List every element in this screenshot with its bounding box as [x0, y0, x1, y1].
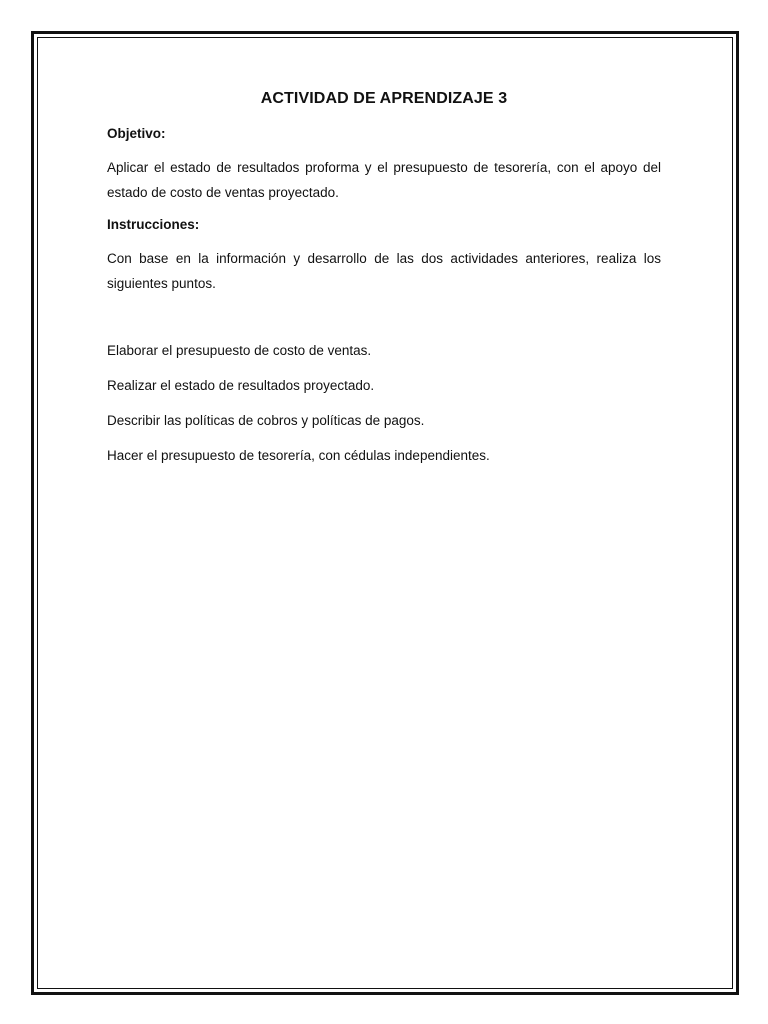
task-list [107, 342, 661, 465]
objective-heading: Objetivo: [107, 126, 166, 141]
task-item: Elaborar el presupuesto de costo de ventas. [107, 343, 372, 358]
task-item: Realizar el estado de resultados proyectado. [107, 378, 375, 393]
instructions-text: Con base en la información y desarrollo de las dos actividades anteriores, realiza los siguientes puntos. [107, 251, 661, 291]
document-content [107, 90, 661, 482]
task-item: Describir las políticas de cobros y políticas de pagos. [107, 413, 425, 428]
objective-text: Aplicar el estado de resultados proforma y el presupuesto de tesorería, con el apoyo del estado de costo de ventas proyectado. [107, 160, 661, 200]
instructions-heading: Instrucciones: [107, 217, 200, 232]
task-item: Hacer el presupuesto de tesorería, con cédulas independientes. [107, 448, 490, 463]
spacer [107, 306, 661, 342]
document-title: ACTIVIDAD DE APRENDIZAJE 3 [260, 90, 508, 107]
